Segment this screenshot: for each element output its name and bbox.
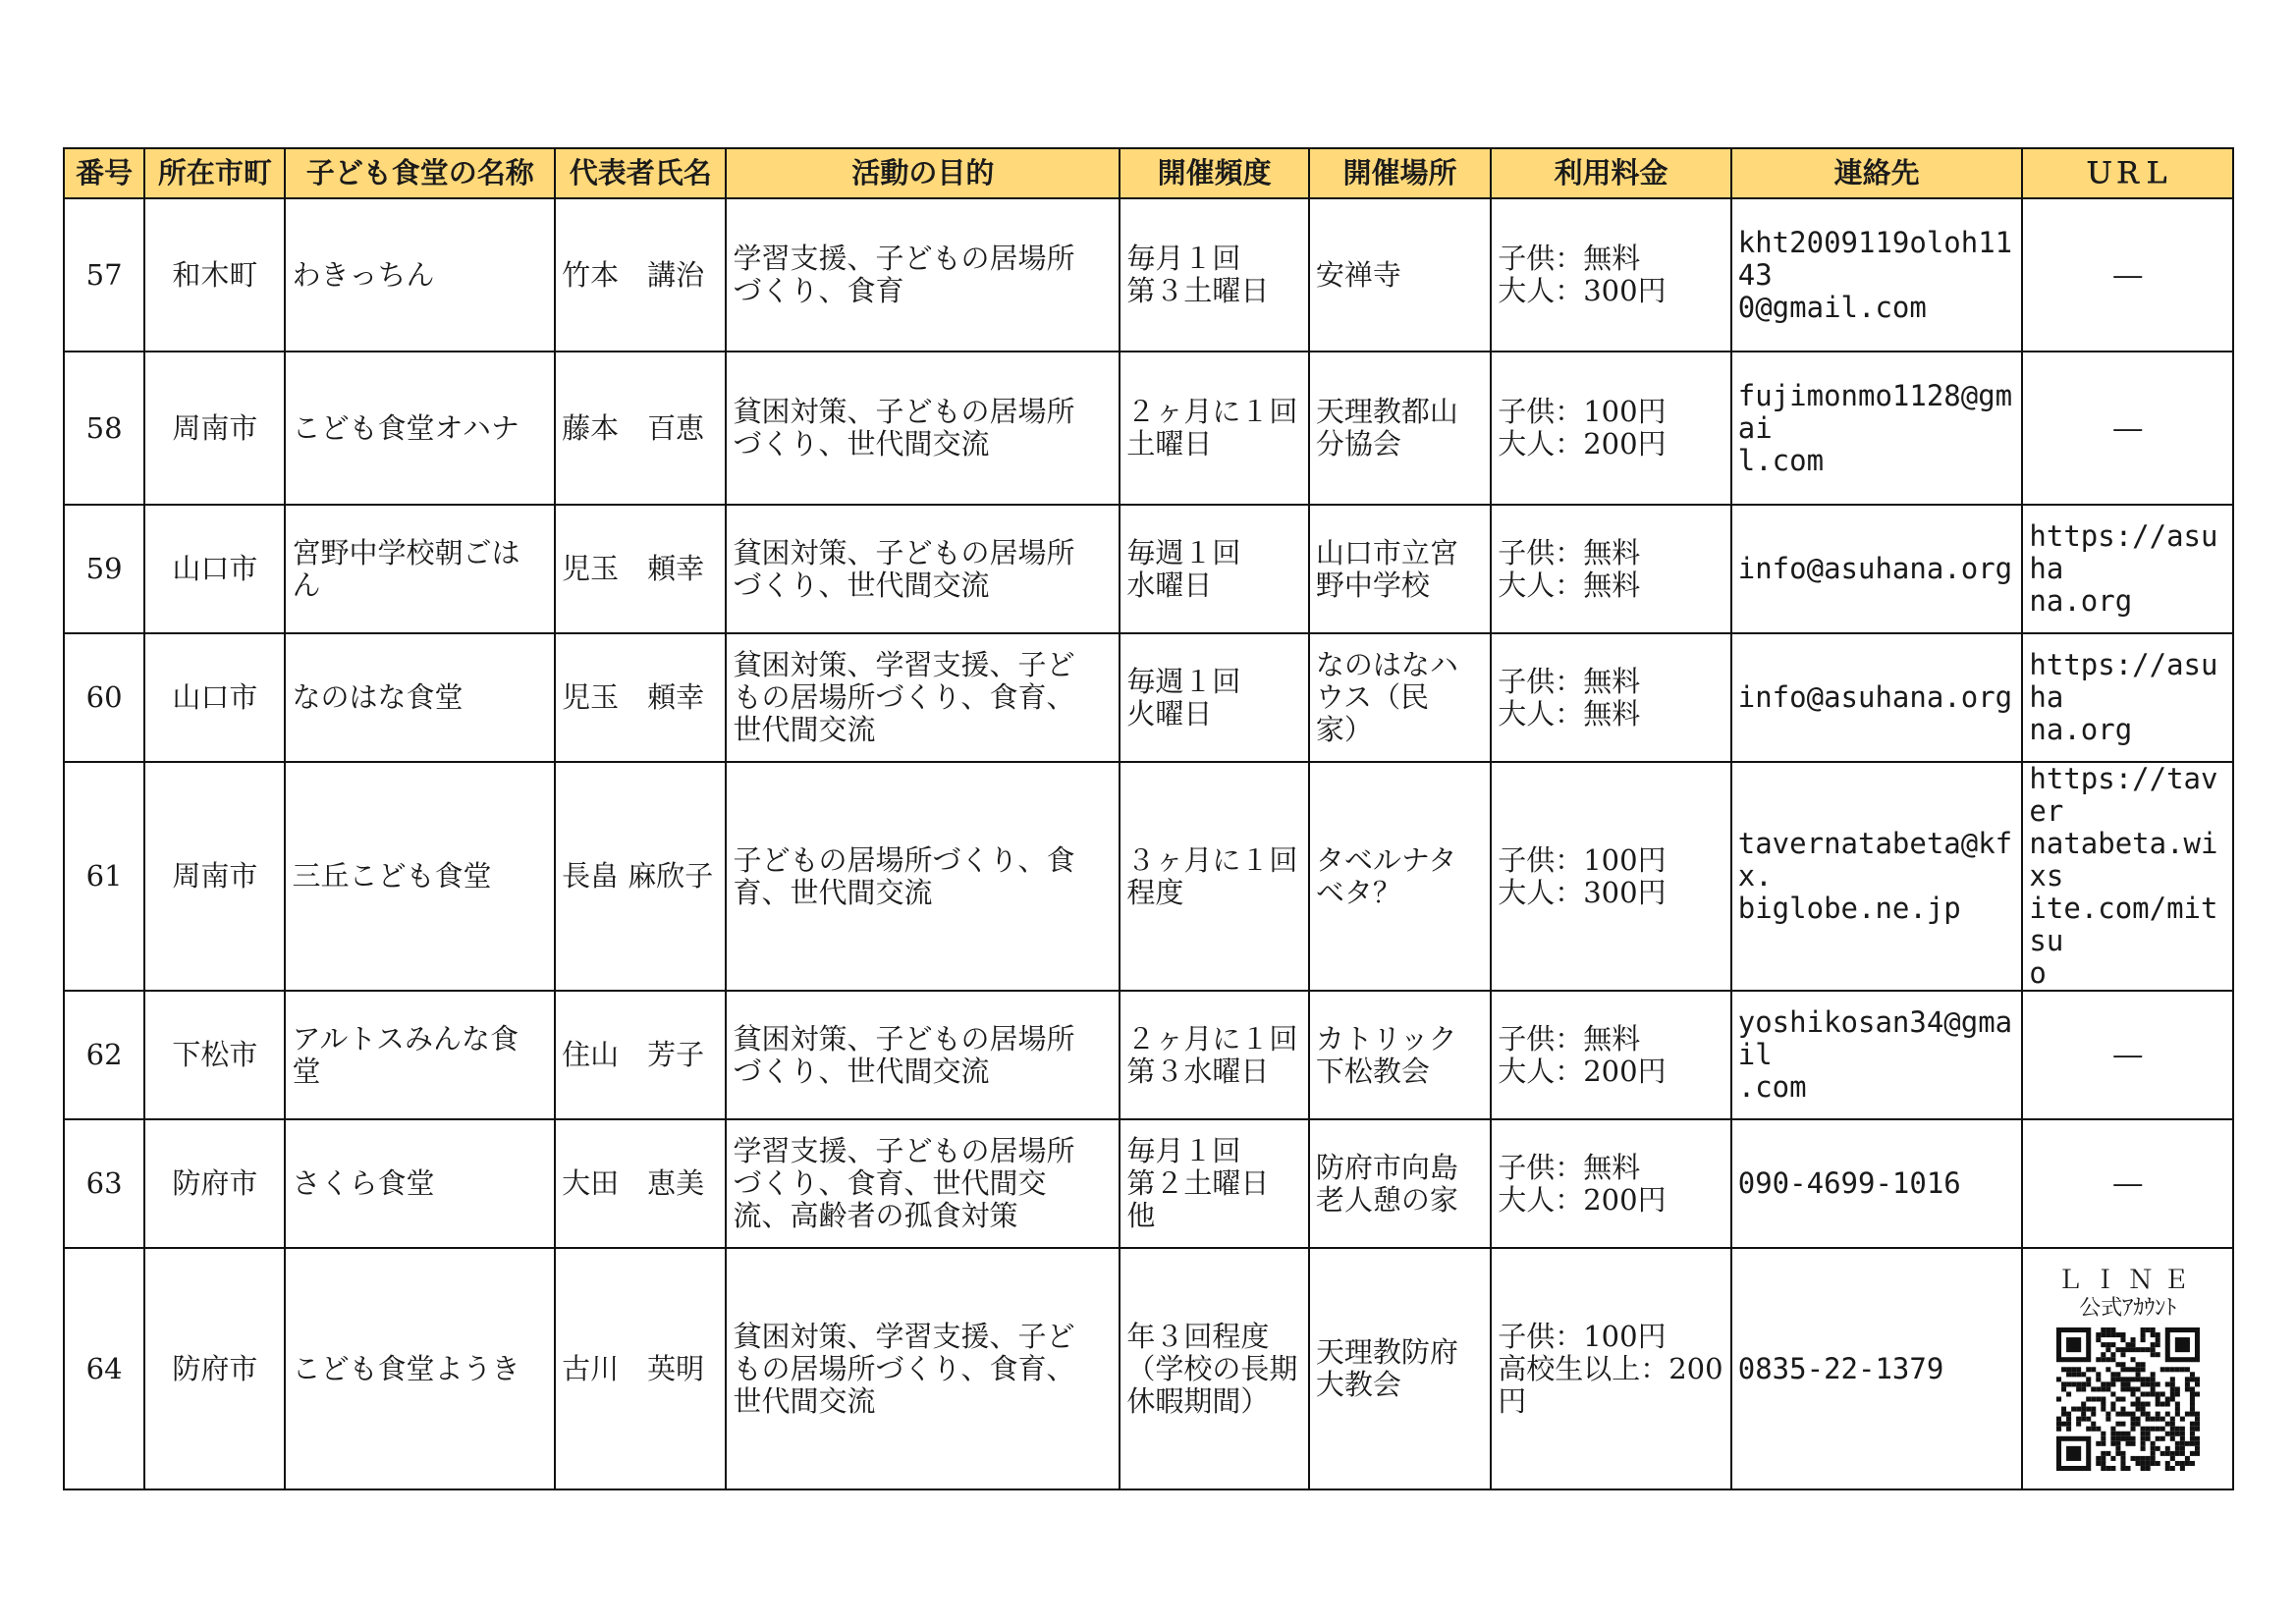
row-shokudo-name: さくら食堂 (285, 1119, 555, 1248)
row-city: 周南市 (144, 352, 285, 505)
row-url-line (2022, 1248, 2233, 1489)
header-city: 所在市町 (144, 148, 285, 198)
row-contact: yoshikosan34@gmail .com (1731, 991, 2023, 1119)
header-fee: 利用料金 (1491, 148, 1731, 198)
row-representative: 児玉 頼幸 (555, 505, 726, 633)
row-number: 59 (64, 505, 144, 633)
row-url: ― (2022, 352, 2233, 505)
row-contact: 090-4699-1016 (1731, 1119, 2023, 1248)
row-venue: 防府市向島 老人憩の家 (1309, 1119, 1491, 1248)
header-number: 番号 (64, 148, 144, 198)
row-number: 58 (64, 352, 144, 505)
row-city: 山口市 (144, 505, 285, 633)
row-fee: 子供：無料 大人：無料 (1491, 505, 1731, 633)
row-number: 60 (64, 633, 144, 762)
row-url[interactable]: https://taver natabeta.wixs ite.com/mitsu o (2022, 762, 2233, 991)
row-purpose: 貧困対策、子どもの居場所 づくり、世代間交流 (726, 505, 1120, 633)
row-number: 62 (64, 991, 144, 1119)
row-frequency: ２ヶ月に１回 土曜日 (1120, 352, 1308, 505)
row-city: 防府市 (144, 1119, 285, 1248)
row-shokudo-name: アルトスみんな食 堂 (285, 991, 555, 1119)
header-name: 子ども食堂の名称 (285, 148, 555, 198)
row-purpose: 子どもの居場所づくり、食 育、世代間交流 (726, 762, 1120, 991)
row-venue: 天理教防府 大教会 (1309, 1248, 1491, 1489)
row-city: 山口市 (144, 633, 285, 762)
row-fee: 子供：無料 大人：無料 (1491, 633, 1731, 762)
row-shokudo-name: こども食堂オハナ (285, 352, 555, 505)
row-url: ― (2022, 198, 2233, 352)
row-url: ― (2022, 1119, 2233, 1248)
row-contact: fujimonmo1128@gmai l.com (1731, 352, 2023, 505)
table-row (64, 991, 2233, 1119)
row-frequency: 毎月１回 第３土曜日 (1120, 198, 1308, 352)
row-contact: info@asuhana.org (1731, 505, 2023, 633)
row-frequency: ２ヶ月に１回 第３水曜日 (1120, 991, 1308, 1119)
header-contact: 連絡先 (1731, 148, 2023, 198)
table-row (64, 352, 2233, 505)
row-url: ― (2022, 991, 2233, 1119)
row-fee: 子供：100円 大人：300円 (1491, 762, 1731, 991)
row-city: 和木町 (144, 198, 285, 352)
row-purpose: 貧困対策、子どもの居場所 づくり、世代間交流 (726, 991, 1120, 1119)
row-fee: 子供：100円 高校生以上：200 円 (1491, 1248, 1731, 1489)
row-number: 57 (64, 198, 144, 352)
row-frequency: 毎月１回 第２土曜日 他 (1120, 1119, 1308, 1248)
header-representative: 代表者氏名 (555, 148, 726, 198)
row-frequency: 毎週１回 水曜日 (1120, 505, 1308, 633)
row-contact: kht2009119oloh1143 0@gmail.com (1731, 198, 2023, 352)
row-shokudo-name: こども食堂ようき (285, 1248, 555, 1489)
row-representative: 大田 恵美 (555, 1119, 726, 1248)
row-url[interactable]: https://asuha na.org (2022, 505, 2233, 633)
row-fee: 子供：100円 大人：200円 (1491, 352, 1731, 505)
row-frequency: ３ヶ月に１回 程度 (1120, 762, 1308, 991)
row-shokudo-name: わきっちん (285, 198, 555, 352)
row-city: 下松市 (144, 991, 285, 1119)
row-contact: tavernatabeta@kfx. biglobe.ne.jp (1731, 762, 2023, 991)
row-shokudo-name: 宮野中学校朝ごは ん (285, 505, 555, 633)
row-venue: なのはなハ ウス（民 家） (1309, 633, 1491, 762)
table-row (64, 762, 2233, 991)
row-contact: 0835-22-1379 (1731, 1248, 2023, 1489)
row-city: 防府市 (144, 1248, 285, 1489)
row-venue: 天理教都山 分協会 (1309, 352, 1491, 505)
row-fee: 子供：無料 大人：200円 (1491, 1119, 1731, 1248)
row-fee: 子供：無料 大人：200円 (1491, 991, 1731, 1119)
row-shokudo-name: 三丘こども食堂 (285, 762, 555, 991)
row-representative: 古川 英明 (555, 1248, 726, 1489)
table-row (64, 198, 2233, 352)
table-row (64, 505, 2233, 633)
row-representative: 住山 芳子 (555, 991, 726, 1119)
row-shokudo-name: なのはな食堂 (285, 633, 555, 762)
line-title: ＬＩＮＥ (2056, 1266, 2199, 1295)
row-number: 63 (64, 1119, 144, 1248)
row-representative: 藤本 百恵 (555, 352, 726, 505)
header-row (64, 148, 2233, 198)
row-purpose: 貧困対策、学習支援、子ど もの居場所づくり、食育、 世代間交流 (726, 1248, 1120, 1489)
header-venue: 開催場所 (1309, 148, 1491, 198)
row-purpose: 貧困対策、学習支援、子ど もの居場所づくり、食育、 世代間交流 (726, 633, 1120, 762)
row-frequency: 年３回程度 （学校の長期 休暇期間） (1120, 1248, 1308, 1489)
header-frequency: 開催頻度 (1120, 148, 1308, 198)
row-url[interactable]: https://asuha na.org (2022, 633, 2233, 762)
row-number: 61 (64, 762, 144, 991)
table-row (64, 1119, 2233, 1248)
row-representative: 長畠 麻欣子 (555, 762, 726, 991)
table-row (64, 1248, 2233, 1489)
kodomo-shokudo-table (63, 147, 2234, 1490)
header-purpose: 活動の目的 (726, 148, 1120, 198)
row-purpose: 学習支援、子どもの居場所 づくり、食育 (726, 198, 1120, 352)
line-subtitle: 公式ｱｶｳﾝﾄ (2079, 1296, 2177, 1321)
row-representative: 児玉 頼幸 (555, 633, 726, 762)
row-contact: info@asuhana.org (1731, 633, 2023, 762)
row-venue: タベルナタ ベタ？ (1309, 762, 1491, 991)
row-purpose: 学習支援、子どもの居場所 づくり、食育、世代間交 流、高齢者の孤食対策 (726, 1119, 1120, 1248)
row-frequency: 毎週１回 火曜日 (1120, 633, 1308, 762)
table-row (64, 633, 2233, 762)
row-venue: カトリック 下松教会 (1309, 991, 1491, 1119)
row-purpose: 貧困対策、子どもの居場所 づくり、世代間交流 (726, 352, 1120, 505)
row-venue: 安禅寺 (1309, 198, 1491, 352)
row-number: 64 (64, 1248, 144, 1489)
row-representative: 竹本 講治 (555, 198, 726, 352)
header-url: ＵＲＬ (2022, 148, 2233, 198)
row-fee: 子供：無料 大人：300円 (1491, 198, 1731, 352)
line-qr-code-icon[interactable] (2056, 1327, 2200, 1471)
row-city: 周南市 (144, 762, 285, 991)
row-venue: 山口市立宮 野中学校 (1309, 505, 1491, 633)
